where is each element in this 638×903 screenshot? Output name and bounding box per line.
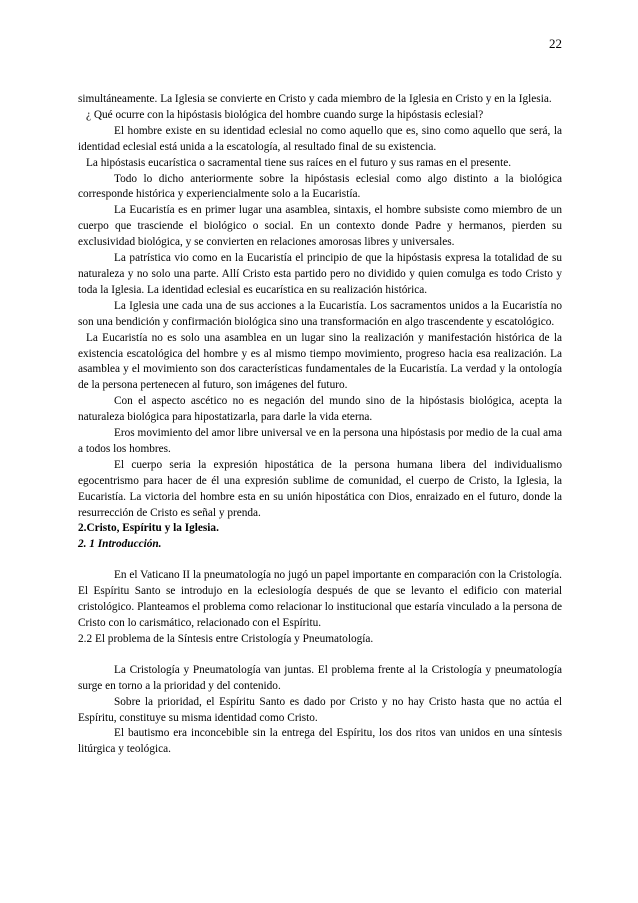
paragraph: La patrística vio como en la Eucaristía el principio de que la hipóstasis expresa la totalidad de su naturaleza y no solo una parte. Allí Cristo esta partido pero no dividido y quien comulga es todo Cristo y toda la Iglesia. La identidad eclesial es eucarística en su realización histórica. <box>78 252 562 296</box>
paragraph: En el Vaticano II la pneumatología no jugó un papel importante en comparación con la Cristología. El Espíritu Santo se introdujo en la eclesiología después de que se levanto el edificio con material cristológico. Planteamos el problema como relacionar lo institucional que estaría vinculado a la persona de Cristo con lo carismático, relacionado con el Espíritu. <box>78 569 562 629</box>
paragraph: Todo lo dicho anteriormente sobre la hipóstasis eclesial como algo distinto a la biológica corresponde histórica y experiencialmente solo a la Eucaristía. <box>78 172 562 201</box>
paragraph: La hipóstasis eucarística o sacramental tiene sus raíces en el futuro y sus ramas en el presente. <box>86 156 512 169</box>
paragraph: La Eucaristía es en primer lugar una asamblea, sintaxis, el hombre subsiste como miembro de un cuerpo que trasciende el biológico o social. En un contexto donde Padre y hermanos, pierden su exclusividad biológica, y se convierten en relaciones amorosas libres y universales. <box>78 204 562 249</box>
subsection-heading: 2. 1 Introducción. <box>78 538 162 551</box>
section-heading: 2.Cristo, Espíritu y la Iglesia. <box>78 522 219 535</box>
page-number: 22 <box>549 36 562 51</box>
paragraph-gap <box>78 648 562 663</box>
paragraph: Eros movimiento del amor libre universal ve en la persona una hipóstasis por medio de la cual ama a todos los hombres. <box>78 427 562 455</box>
paragraph: simultáneamente. La Iglesia se convierte en Cristo y cada miembro de la Iglesia en Cristo y en la Iglesia. <box>78 93 552 105</box>
paragraph: El bautismo era inconcebible sin la entrega del Espíritu, los dos ritos van unidos en una síntesis litúrgica y teológica. <box>78 727 562 756</box>
paragraph: 2.2 El problema de la Síntesis entre Cristología y Pneumatología. <box>78 632 374 645</box>
paragraph: ¿ Qué ocurre con la hipóstasis biológica del hombre cuando surge la hipóstasis eclesial? <box>86 108 484 121</box>
paragraph: El hombre existe en su identidad eclesial no como aquello que es, sino como aquello que será, la identidad eclesial está unida a la escatología, al resultado final de su existencia. <box>78 124 562 153</box>
paragraph: Con el aspecto ascético no es negación del mundo sino de la hipóstasis biológica, acepta la naturaleza biológica para hipostatizarla, para darle la vida eterna. <box>78 395 562 424</box>
paragraph: La Cristología y Pneumatología van juntas. El problema frente al la Cristología y pneumatología surge en torno a la prioridad y del contenido. <box>78 663 562 692</box>
paragraph: La Eucaristía no es solo una asamblea en un lugar sino la realización y manifestación histórica de la existencia escatológica del hombre y es al mismo tiempo movimiento, progreso hacia esa realización. La asamblea y el movimiento son dos características fundamentales de la Eucaristía. La verdad y la ontología de la persona pertenecen al futuro, son imágenes del futuro. <box>78 331 562 392</box>
paragraph: La Iglesia une cada una de sus acciones a la Eucaristía. Los sacramentos unidos a la Eucaristía no son una bendición y confirmación biológica sino una transformación en algo trascendente y escatológico. <box>78 299 562 328</box>
paragraph: Sobre la prioridad, el Espíritu Santo es dado por Cristo y no hay Cristo hasta que no actúa el Espíritu, constituye su misma identidad como Cristo. <box>78 695 562 724</box>
paragraph: El cuerpo seria la expresión hipostática de la persona humana libera del individualismo egocentrismo para hacer de él una expresión sublime de comunidad, el cuerpo de Cristo, la Iglesia, la Eucaristía. La victoria del hombre esta en su unión hipostática con Dios, enraizado en el futuro, donde la resurrección de Cristo es señal y prenda. <box>78 458 562 519</box>
paragraph-gap <box>78 553 562 568</box>
body-text <box>78 92 562 758</box>
